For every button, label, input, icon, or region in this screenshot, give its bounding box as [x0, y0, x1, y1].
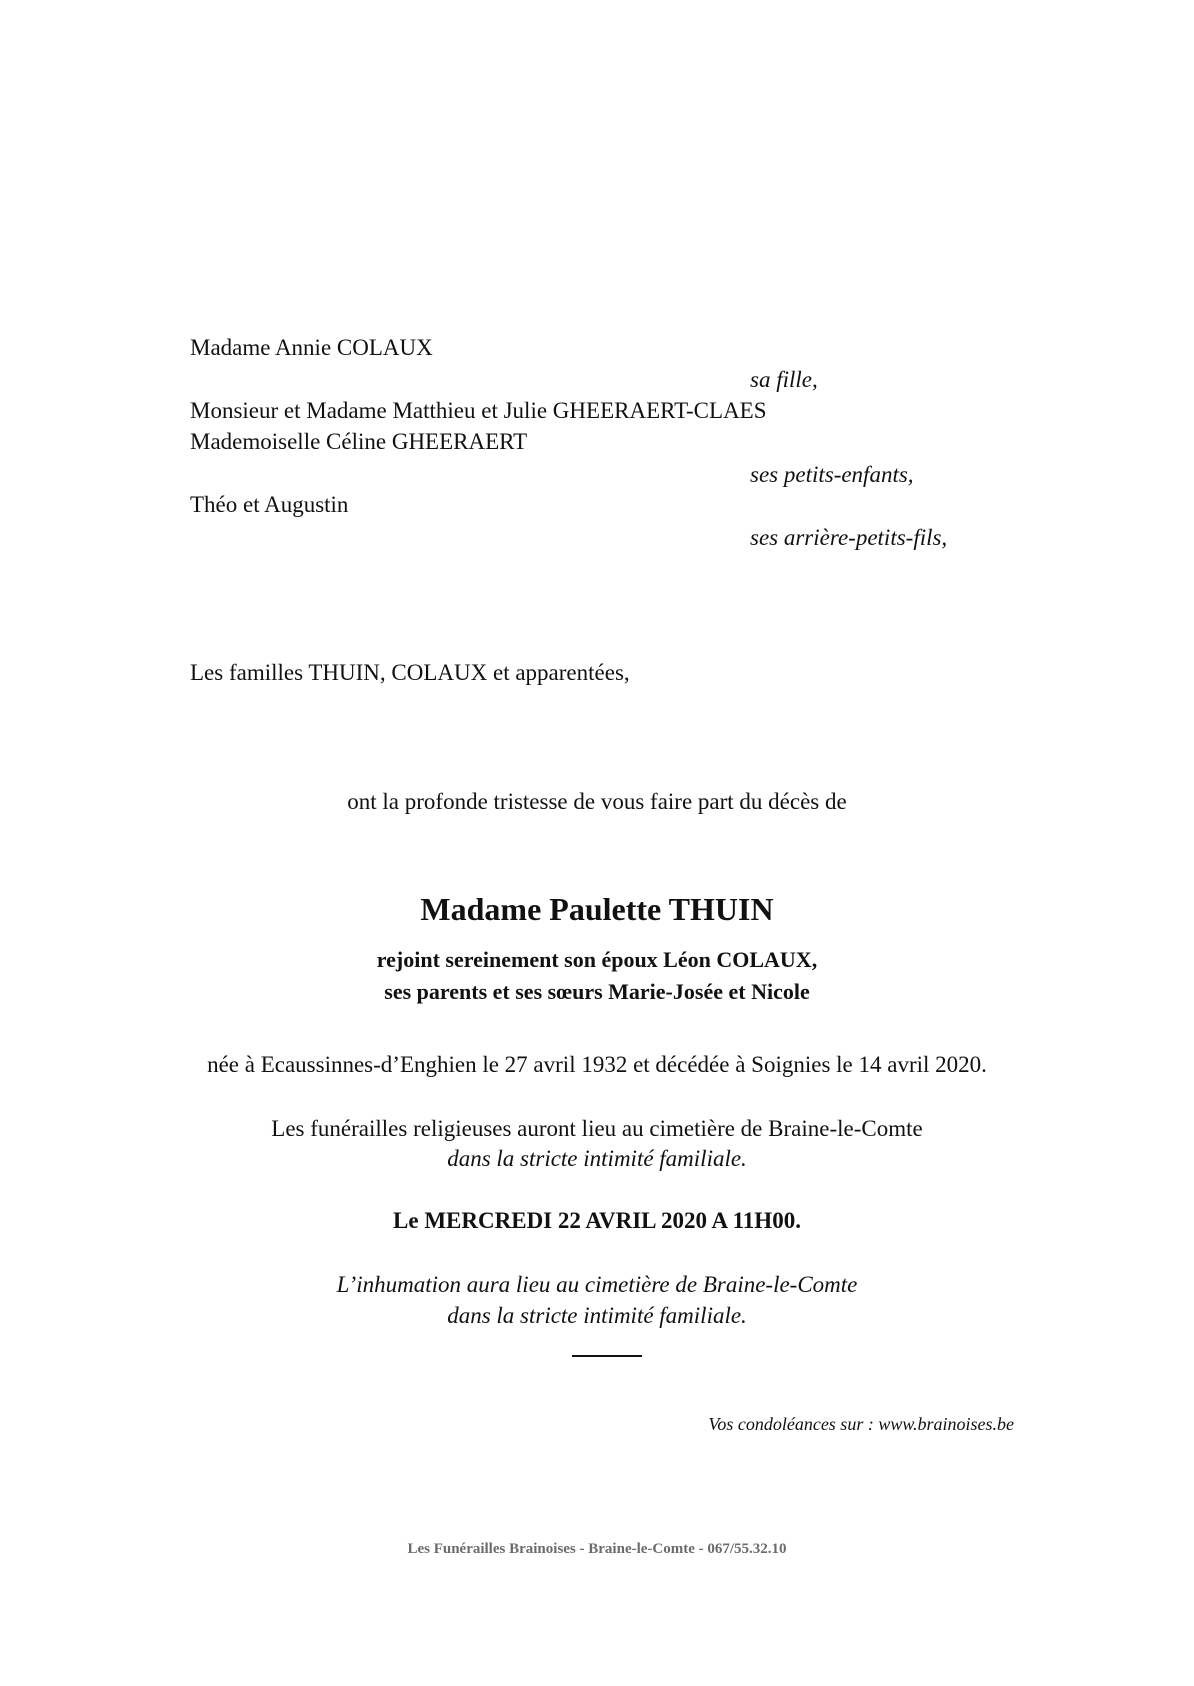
rejoint-line-1: rejoint sereinement son époux Léon COLAUX,	[376, 947, 818, 972]
role-grandchildren: ses petits-enfants,	[750, 462, 914, 487]
deceased-name: Madame Paulette THUIN	[420, 891, 774, 927]
rejoint-line-2: ses parents et ses sœurs Marie-Josée et Nicole	[384, 979, 810, 1004]
announcement-text: ont la profonde tristesse de vous faire part du décès de	[347, 789, 847, 814]
burial-line-2: dans la stricte intimité familiale.	[447, 1303, 747, 1328]
funeral-line-2: dans la stricte intimité familiale.	[447, 1146, 747, 1171]
funeral-home-footer: Les Funérailles Brainoises - Braine-le-Comte - 067/55.32.10	[407, 1541, 787, 1557]
family-member-granddaughter: Mademoiselle Céline GHEERAERT	[190, 429, 528, 454]
role-daughter: sa fille,	[750, 367, 818, 392]
funeral-line-1: Les funérailles religieuses auront lieu au cimetière de Braine-le-Comte	[271, 1116, 923, 1141]
separator-rule	[572, 1355, 642, 1357]
funeral-date: Le MERCREDI 22 AVRIL 2020 A 11H00.	[393, 1208, 801, 1233]
role-great-grandsons: ses arrière-petits-fils,	[750, 525, 948, 550]
burial-line-1: L’inhumation aura lieu au cimetière de Braine-le-Comte	[336, 1272, 858, 1297]
families-line: Les familles THUIN, COLAUX et apparentées,	[190, 660, 630, 685]
birth-death-line: née à Ecaussinnes-d’Enghien le 27 avril 1932 et décédée à Soignies le 14 avril 2020.	[207, 1052, 987, 1077]
family-member-grandchildren-couple: Monsieur et Madame Matthieu et Julie GHEERAERT-CLAES	[190, 398, 767, 423]
family-member-great-grandsons: Théo et Augustin	[190, 492, 349, 517]
family-member-daughter: Madame Annie COLAUX	[190, 335, 433, 360]
condolences-text: Vos condoléances sur : www.brainoises.be	[708, 1414, 1014, 1434]
